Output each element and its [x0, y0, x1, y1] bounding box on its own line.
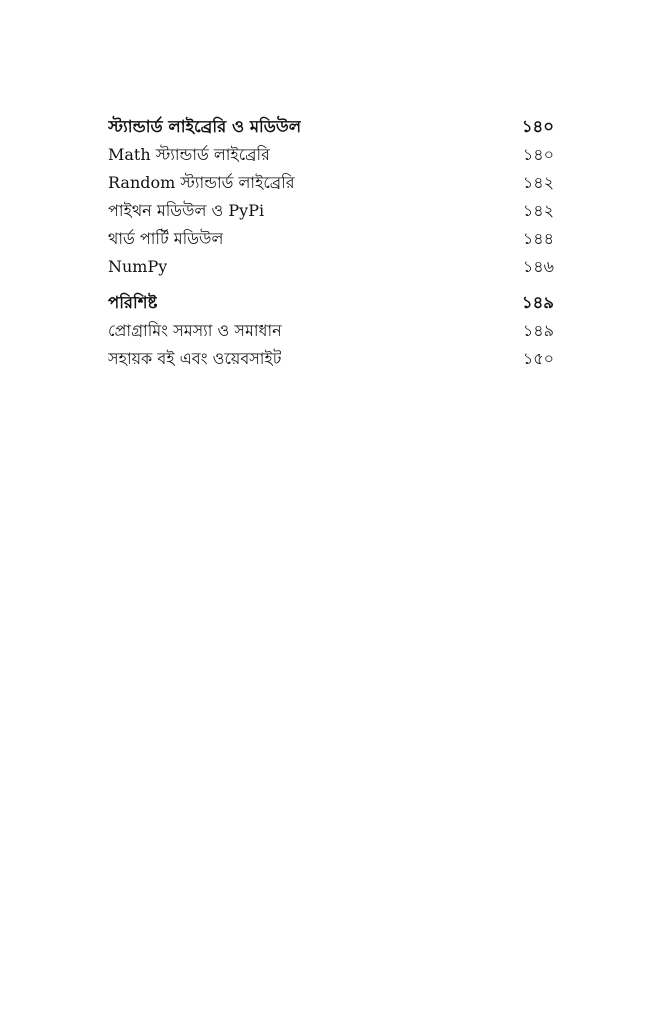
toc-entry	[108, 197, 554, 225]
toc-entry-page: ১৪৯	[521, 293, 554, 312]
toc-entry-page: ১৪৬	[522, 257, 554, 276]
toc-chapter-heading	[108, 113, 554, 141]
toc-entry-title: পরিশিষ্ট	[108, 293, 158, 312]
toc-entry-title: সহায়ক বই এবং ওয়েবসাইট	[108, 349, 282, 368]
toc-entry-page: ১৪০	[522, 145, 554, 164]
toc-entry-title: প্রোগ্রামিং সমস্যা ও সমাধান	[108, 321, 282, 340]
toc-entry	[108, 225, 554, 253]
toc-entry-page: ১৪২	[522, 201, 554, 220]
toc-section-standard-library	[108, 113, 554, 281]
toc-entry-title: পাইথন মডিউল ও PyPi	[108, 201, 265, 220]
toc-entry-title: থার্ড পার্টি মডিউল	[108, 229, 224, 248]
toc-entry-title: Random স্ট্যান্ডার্ড লাইব্রেরি	[108, 173, 295, 192]
toc-entry-page: ১৪৪	[522, 229, 554, 248]
toc-entry	[108, 345, 554, 373]
toc-entry-title: Math স্ট্যান্ডার্ড লাইব্রেরি	[108, 145, 270, 164]
toc-entry	[108, 317, 554, 345]
toc-section-appendix	[108, 289, 554, 373]
toc-entry	[108, 169, 554, 197]
toc-chapter-heading	[108, 289, 554, 317]
toc-entry-title: স্ট্যান্ডার্ড লাইব্রেরি ও মডিউল	[108, 117, 302, 136]
toc-entry-page: ১৪০	[521, 117, 554, 136]
toc-entry-page: ১৫০	[522, 349, 554, 368]
toc-entry-page: ১৪৯	[522, 321, 554, 340]
toc-entry	[108, 253, 554, 281]
toc-entry-title: NumPy	[108, 257, 168, 276]
table-of-contents	[108, 113, 554, 381]
toc-entry	[108, 141, 554, 169]
toc-entry-page: ১৪২	[522, 173, 554, 192]
